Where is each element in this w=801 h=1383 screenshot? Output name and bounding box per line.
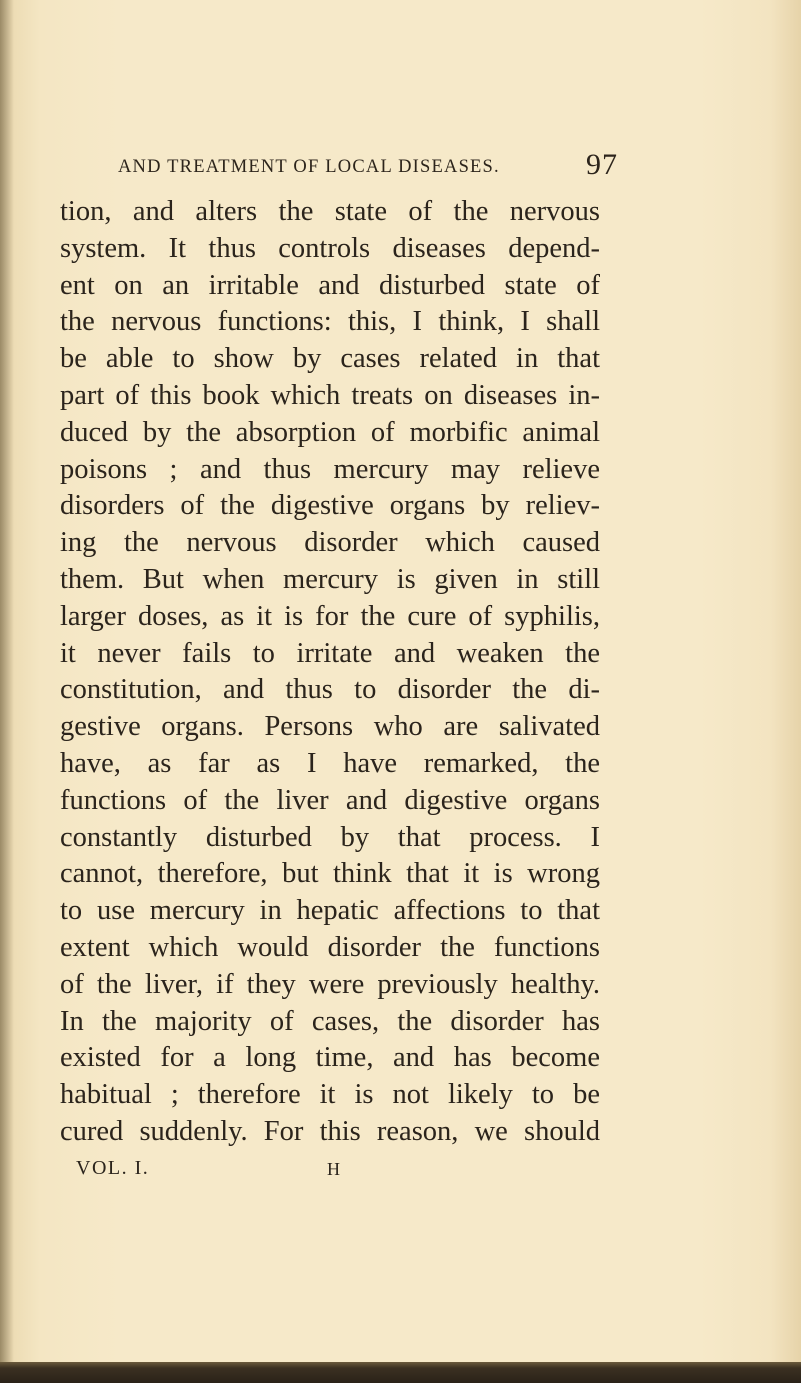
text-line: existed for a long time, and has become xyxy=(60,1042,600,1074)
text-line: have, as far as I have remarked, the xyxy=(60,747,600,779)
text-line: ent on an irritable and disturbed state of xyxy=(60,269,600,301)
text-line: disorders of the digestive organs by reliev- xyxy=(60,490,600,522)
text-line: cannot, therefore, but think that it is wrong xyxy=(60,858,600,890)
running-title: AND TREATMENT OF LOCAL DISEASES. xyxy=(118,157,500,177)
text-line: tion, and alters the state of the nervous xyxy=(60,196,600,227)
text-line: the nervous functions: this, I think, I shall xyxy=(60,306,600,338)
text-line: it never fails to irritate and weaken the xyxy=(60,637,600,669)
text-line: ing the nervous disorder which caused xyxy=(60,527,600,559)
page-number: 97 xyxy=(586,148,618,181)
text-line: part of this book which treats on diseases in- xyxy=(60,379,600,411)
text-line: them. But when mercury is given in still xyxy=(60,563,600,595)
text-line: duced by the absorption of morbific animal xyxy=(60,416,600,448)
text-line: constitution, and thus to disorder the di- xyxy=(60,674,600,706)
text-line: constantly disturbed by that process. I xyxy=(60,821,600,853)
text-line: gestive organs. Persons who are salivated xyxy=(60,711,600,743)
page-bottom-edge xyxy=(0,1362,801,1383)
signature-mark: H xyxy=(327,1159,342,1179)
text-line: habitual ; therefore it is not likely to be xyxy=(60,1079,600,1111)
volume-mark: VOL. I. xyxy=(76,1157,150,1179)
text-line: poisons ; and thus mercury may relieve xyxy=(60,453,600,485)
running-head xyxy=(118,148,618,184)
text-line: extent which would disorder the functions xyxy=(60,931,600,963)
body-text xyxy=(60,194,600,1151)
text-line: cured suddenly. For this reason, we should xyxy=(60,1115,600,1147)
text-line: be able to show by cases related in that xyxy=(60,343,600,375)
text-line: larger doses, as it is for the cure of syphilis, xyxy=(60,600,600,632)
text-line: functions of the liver and digestive organs xyxy=(60,784,600,816)
text-line: of the liver, if they were previously healthy. xyxy=(60,968,600,1000)
text-line: system. It thus controls diseases depend- xyxy=(60,232,600,264)
page-footer xyxy=(76,1157,406,1187)
gutter-shadow xyxy=(0,0,14,1383)
text-line: to use mercury in hepatic affections to that xyxy=(60,895,600,927)
text-line: In the majority of cases, the disorder has xyxy=(60,1005,600,1037)
